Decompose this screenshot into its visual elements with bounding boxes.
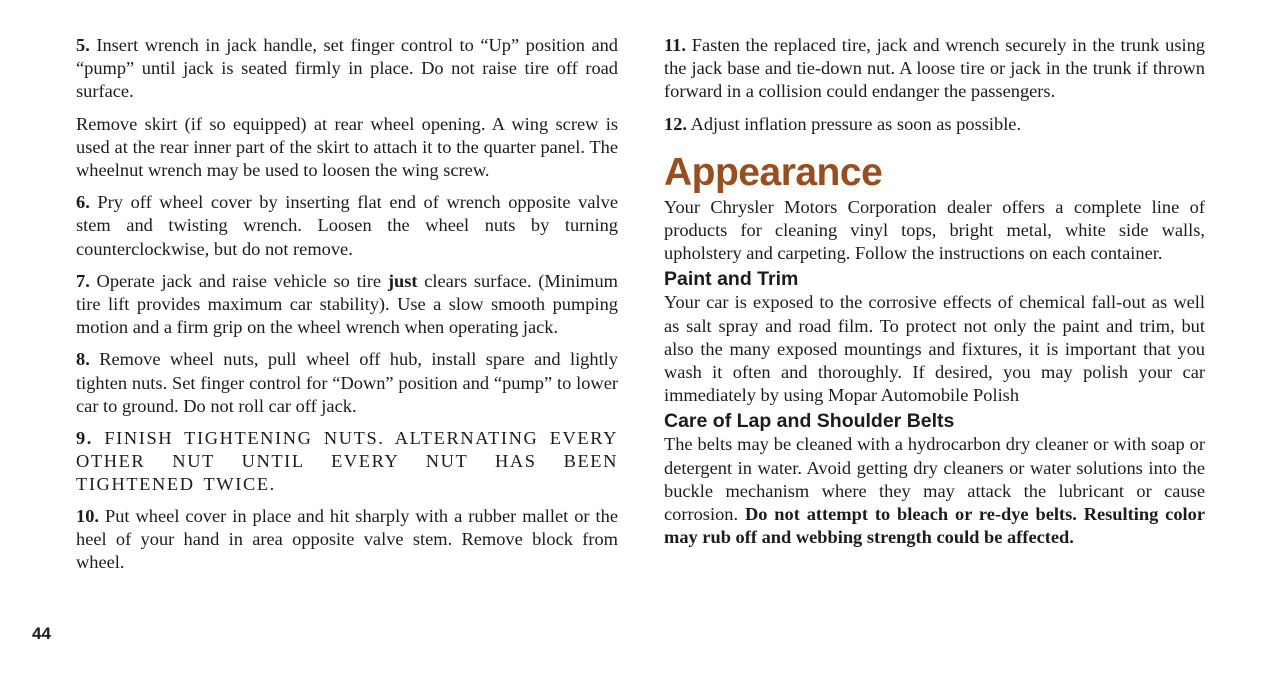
- step-text: Fasten the replaced tire, jack and wrench securely in the trunk using the jack base and tie-down nut. A loose tire or jack in the trunk if thrown forward in a collision could endanger the passengers.: [664, 35, 1205, 102]
- step-text: Insert wrench in jack handle, set finger control to “Up” position and “pump” until jack is seated firmly in place. Do not raise tire off road surface.: [76, 35, 618, 102]
- step-text: FINISH TIGHTENING NUTS. ALTERNATING EVERY OTHER NUT UNTIL EVERY NUT HAS BEEN TIGHTENED TWICE.: [76, 428, 618, 495]
- step-10: [76, 505, 618, 575]
- right-column: [664, 34, 1205, 558]
- step-12: [664, 113, 1205, 136]
- step-text: Pry off wheel cover by inserting flat end of wrench opposite valve stem and twisting wrench. Loosen the wheel nuts by turning counterclockwise, but do not remove.: [76, 192, 618, 259]
- step-number: 8.: [76, 349, 90, 370]
- belts-warning: Do not attempt to bleach or re-dye belts. Resulting color may rub off and webbing strength could be affected.: [664, 504, 1205, 548]
- step-9: [76, 427, 618, 496]
- page-number: 44: [32, 624, 51, 643]
- belts-body: The belts may be cleaned with a hydrocarbon dry cleaner or with soap or detergent in water. Avoid getting dry cleaners or water solutions into the buckle mechanism where they may attack the lubricant or cause corrosion.: [664, 434, 1205, 525]
- step-11: [664, 34, 1205, 104]
- paint-trim-text: Your car is exposed to the corrosive effects of chemical fall-out as well as salt spray and road film. To protect not only the paint and trim, but also the many exposed mountings and fixtures, it is important that you wash it often and thoroughly. If desired, you may polish your car immediately by using Mopar Automobile Polish: [664, 292, 1205, 406]
- step-text: Operate jack and raise vehicle so tire: [89, 270, 388, 291]
- appearance-heading: Appearance: [664, 150, 883, 194]
- skirt-note: Remove skirt (if so equipped) at rear wheel opening. A wing screw is used at the rear inner part of the skirt to attach it to the quarter panel. The wheelnut wrench may be used to loosen the wing screw.: [76, 113, 618, 181]
- step-text: Put wheel cover in place and hit sharply with a rubber mallet or the heel of your hand in area opposite valve stem. Remove block from wheel.: [76, 506, 618, 573]
- left-column: [76, 34, 618, 584]
- step-number: 6.: [76, 192, 90, 213]
- belts-text: [664, 433, 1205, 549]
- belts-heading: Care of Lap and Shoulder Belts: [664, 410, 955, 433]
- step-text: Adjust inflation pressure as soon as possible.: [687, 113, 1022, 134]
- step-number: 12.: [664, 113, 687, 134]
- step-text: Remove wheel nuts, pull wheel off hub, install spare and lightly tighten nuts. Set finger control for “Down” position and “pump” to lower car to ground. Do not roll car off jack.: [76, 349, 618, 416]
- paint-trim-heading: Paint and Trim: [664, 268, 799, 291]
- step-emphasis: just: [387, 270, 418, 291]
- step-number: 10.: [76, 506, 99, 527]
- step-6: [76, 191, 618, 261]
- step-number: 11.: [664, 35, 686, 55]
- step-7: [76, 270, 618, 340]
- step-8: [76, 348, 618, 418]
- step-text: clears surface. (Minimum tire lift provides maximum car stability). Use a slow smooth pumping motion and a firm grip on the wheel wrench when operating jack.: [76, 270, 618, 338]
- step-5: [76, 34, 618, 104]
- step-number: 9.: [76, 428, 93, 449]
- appearance-intro: Your Chrysler Motors Corporation dealer offers a complete line of products for cleaning vinyl tops, bright metal, white side walls, upholstery and carpeting. Follow the instructions on each container.: [664, 196, 1205, 264]
- step-number: 5.: [76, 35, 90, 55]
- step-number: 7.: [76, 270, 90, 291]
